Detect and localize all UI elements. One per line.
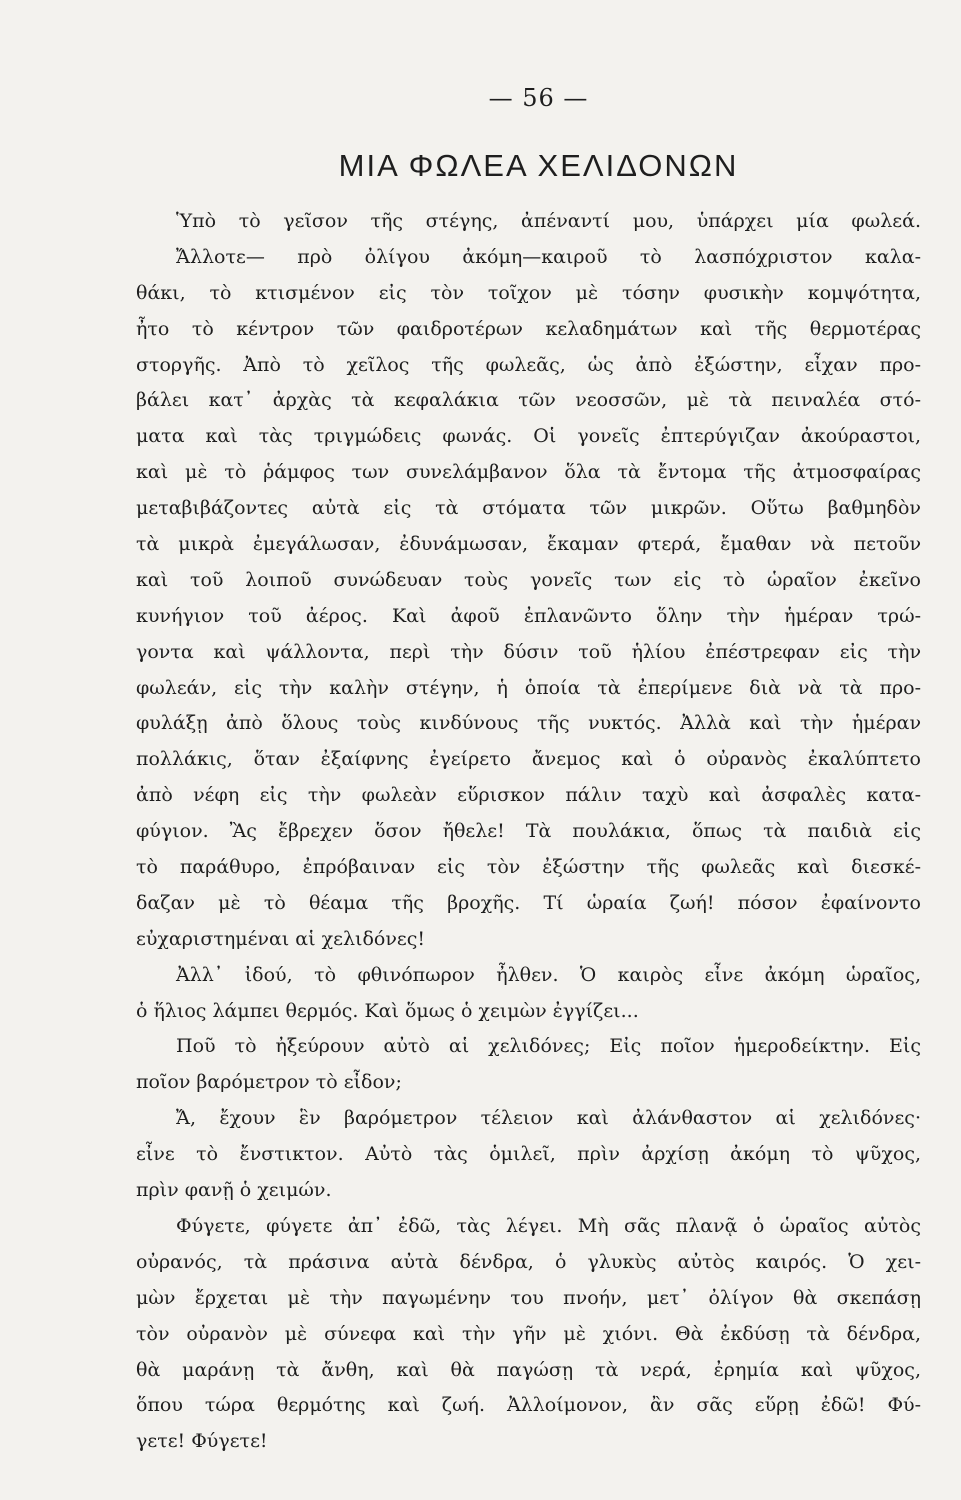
text-line: τὸν οὐρανὸν μὲ σύνεφα καὶ τὴν γῆν μὲ χιόνι. Θὰ ἐκδύσῃ τὰ δένδρα, (136, 1322, 921, 1345)
text-line: μὼν ἔρχεται μὲ τὴν παγωμένην του πνοήν, μετ᾽ ὀλίγον θὰ σκεπάσῃ (136, 1286, 921, 1309)
text-line: ἀπὸ νέφη εἰς τὴν φωλεὰν εὕρισκον πάλιν ταχὺ καὶ ἀσφαλὲς κατα- (136, 784, 921, 807)
text-line: βάλει κατ᾽ ἀρχὰς τὰ κεφαλάκια τῶν νεοσσῶν, μὲ τὰ πειναλέα στό- (136, 389, 921, 412)
text-line: οὐρανός, τὰ πράσινα αὐτὰ δένδρα, ὁ γλυκὺς αὐτὸς καιρός. Ὁ χει- (136, 1250, 921, 1273)
text-line: Φύγετε, φύγετε ἀπ᾽ ἐδῶ, τὰς λέγει. Μὴ σᾶς πλανᾷ ὁ ὡραῖος αὐτὸς (176, 1214, 921, 1237)
text-line: φωλεάν, εἰς τὴν καλὴν στέγην, ἡ ὁποία τὰ ἐπερίμενε διὰ νὰ τὰ προ- (136, 676, 921, 699)
body-text (136, 204, 921, 1460)
chapter-title: ΜΙΑ ΦΩΛΕΑ ΧΕΛΙΔΟΝΩΝ (338, 148, 739, 183)
text-line: ποῖον βαρόμετρον τὸ εἶδον; (136, 1071, 402, 1094)
text-line: τὰ μικρὰ ἐμεγάλωσαν, ἐδυνάμωσαν, ἔκαμαν φτερά, ἔμαθαν νὰ πετοῦν (136, 533, 921, 556)
text-line: εὐχαριστημέναι αἱ χελιδόνες! (136, 927, 425, 950)
page-number: — 56 — (488, 84, 589, 112)
text-line: θάκι, τὸ κτισμένον εἰς τὸν τοῖχον μὲ τόσην φυσικὴν κομψότητα, (136, 281, 921, 304)
text-line: γοντα καὶ ψάλλοντα, περὶ τὴν δύσιν τοῦ ἡλίου ἐπέστρεφαν εἰς τὴν (136, 640, 921, 663)
text-line: πολλάκις, ὅταν ἐξαίφνης ἐγείρετο ἄνεμος καὶ ὁ οὐρανὸς ἐκαλύπτετο (136, 748, 921, 771)
text-line: μεταβιβάζοντες αὐτὰ εἰς τὰ στόματα τῶν μικρῶν. Οὕτω βαθμηδὸν (136, 497, 921, 520)
text-line: Ποῦ τὸ ἠξεύρουν αὐτὸ αἱ χελιδόνες; Εἰς ποῖον ἡμεροδείκτην. Εἰς (176, 1035, 921, 1058)
text-line: Ὑπὸ τὸ γεῖσον τῆς στέγης, ἀπέναντί μου, ὑπάρχει μία φωλεά. (176, 210, 921, 232)
text-line: γετε! Φύγετε! (136, 1430, 268, 1453)
text-line: ἦτο τὸ κέντρον τῶν φαιδροτέρων κελαδημάτων καὶ τῆς θερμοτέρας (136, 317, 921, 340)
text-line: φύγιον. Ἂς ἔβρεχεν ὅσον ἤθελε! Τὰ πουλάκια, ὅπως τὰ παιδιὰ εἰς (136, 820, 921, 843)
text-line: πρὶν φανῇ ὁ χειμών. (136, 1179, 332, 1202)
text-line: ὅπου τώρα θερμότης καὶ ζωή. Ἀλλοίμονον, ἂν σᾶς εὕρῃ ἐδῶ! Φύ- (136, 1394, 921, 1417)
text-line: Ἄ, ἔχουν ἓν βαρόμετρον τέλειον καὶ ἀλάνθαστον αἱ χελιδόνες· (176, 1107, 921, 1130)
text-line: Ἄλλοτε— πρὸ ὀλίγου ἀκόμη—καιροῦ τὸ λασπόχριστον καλα- (176, 245, 921, 268)
text-line: Ἀλλ᾽ ἰδού, τὸ φθινόπωρον ἦλθεν. Ὁ καιρὸς εἶνε ἀκόμη ὡραῖος, (176, 963, 921, 986)
text-line: δαζαν μὲ τὸ θέαμα τῆς βροχῆς. Τί ὡραία ζωή! πόσον ἐφαίνοντο (136, 891, 921, 914)
text-line: τὸ παράθυρο, ἐπρόβαιναν εἰς τὸν ἐξώστην τῆς φωλεᾶς καὶ διεσκέ- (136, 856, 921, 879)
text-line: ματα καὶ τὰς τριγμώδεις φωνάς. Οἱ γονεῖς ἐπτερύγιζαν ἀκούραστοι, (136, 425, 921, 448)
text-line: ὁ ἥλιος λάμπει θερμός. Καὶ ὅμως ὁ χειμὼν ἐγγίζει... (136, 999, 639, 1022)
text-line: καὶ μὲ τὸ ῥάμφος των συνελάμβανον ὅλα τὰ ἔντομα τῆς ἀτμοσφαίρας (136, 461, 921, 484)
text-line: στοργῆς. Ἀπὸ τὸ χεῖλος τῆς φωλεᾶς, ὡς ἀπὸ ἐξώστην, εἶχαν προ- (136, 353, 921, 376)
text-line: θὰ μαράνῃ τὰ ἄνθη, καὶ θὰ παγώσῃ τὰ νερά, ἐρημία καὶ ψῦχος, (136, 1358, 921, 1381)
text-line: κυνήγιον τοῦ ἀέρος. Καὶ ἀφοῦ ἐπλανῶντο ὅλην τὴν ἡμέραν τρώ- (136, 604, 921, 627)
text-line: εἶνε τὸ ἔνστικτον. Αὐτὸ τὰς ὁμιλεῖ, πρὶν ἀρχίσῃ ἀκόμη τὸ ψῦχος, (136, 1143, 921, 1166)
text-line: φυλάξῃ ἀπὸ ὅλους τοὺς κινδύνους τῆς νυκτός. Ἀλλὰ καὶ τὴν ἡμέραν (136, 712, 921, 735)
text-line: καὶ τοῦ λοιποῦ συνώδευαν τοὺς γονεῖς των εἰς τὸ ὡραῖον ἐκεῖνο (136, 568, 921, 591)
